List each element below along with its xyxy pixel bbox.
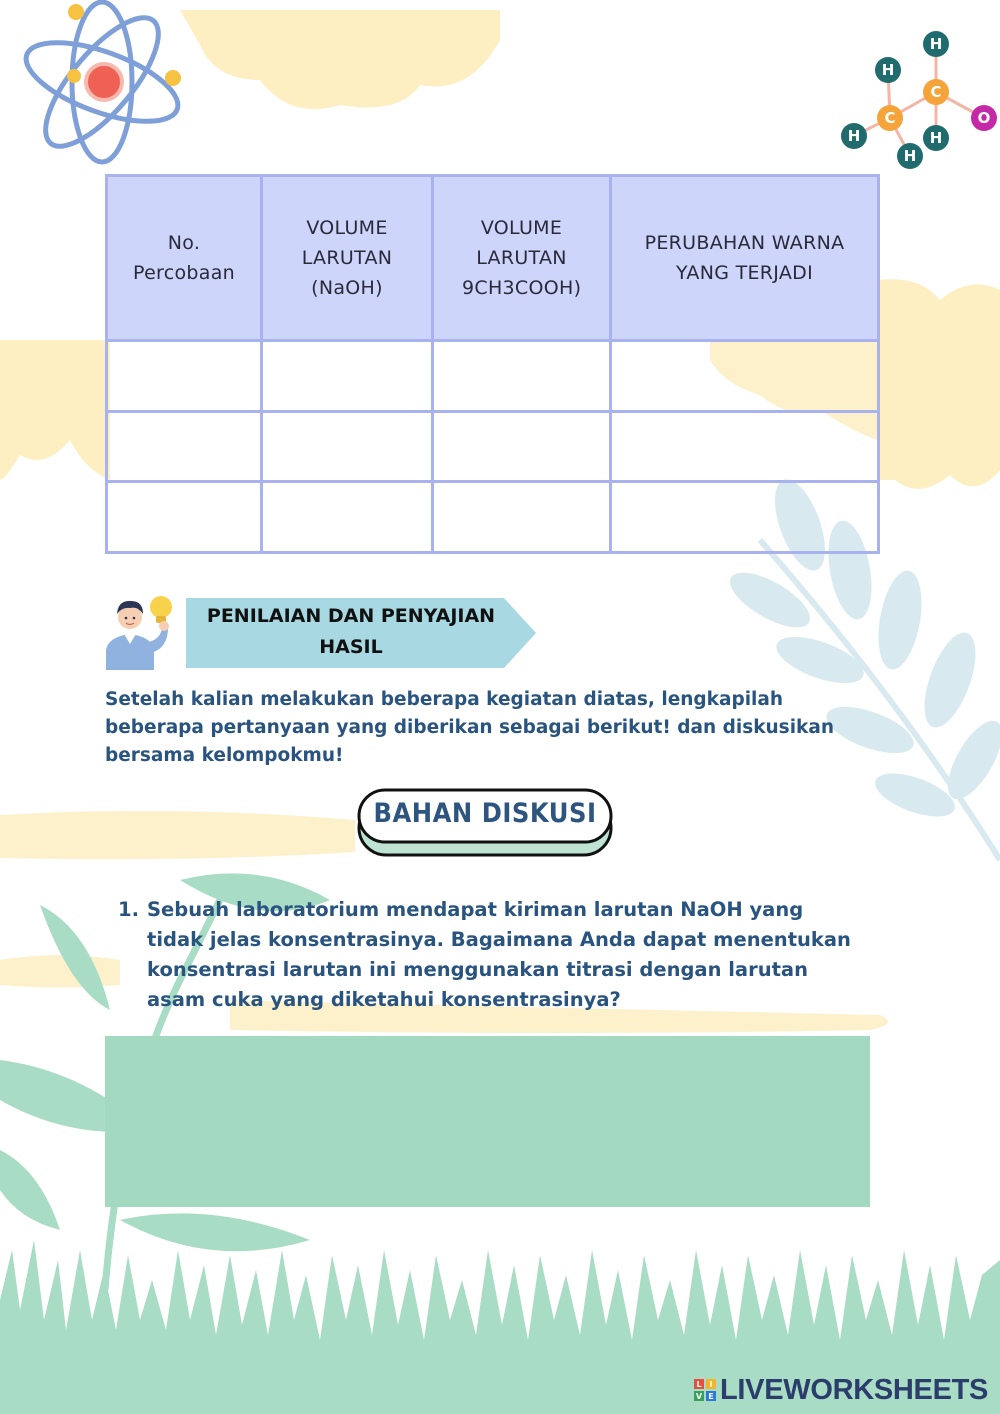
atom-label: H — [847, 127, 861, 145]
table-cell-input[interactable] — [611, 341, 879, 412]
table-header-row — [107, 176, 879, 341]
table-cell-input[interactable] — [433, 411, 611, 482]
intro-paragraph: Setelah kalian melakukan beberapa kegiatan diatas, lengkapilah beberapa pertanyaan yang diberikan sebagai berikut! dan diskusikan bersama kelompokmu! — [105, 689, 834, 766]
atom-icon — [10, 0, 200, 170]
liveworksheets-logo-icon — [694, 1379, 716, 1401]
logo-letter: L — [696, 1380, 702, 1389]
table-cell-input[interactable] — [433, 482, 611, 553]
table-cell-input[interactable] — [107, 341, 262, 412]
logo-letter: E — [708, 1392, 714, 1401]
table-cell-input[interactable] — [107, 411, 262, 482]
table-row — [107, 411, 879, 482]
table-cell-input[interactable] — [107, 482, 262, 553]
table-cell-input[interactable] — [262, 411, 433, 482]
brand-name: LIVEWORKSHEETS — [720, 1373, 989, 1406]
header-perubahan-warna: PERUBAHAN WARNA YANG TERJADI — [611, 176, 879, 341]
atom-label: H — [929, 35, 943, 53]
header-no-percobaan: No. Percobaan — [107, 176, 262, 341]
table-cell-input[interactable] — [611, 482, 879, 553]
question-text: Sebuah laboratorium mendapat kiriman larutan NaOH yang tidak jelas konsentrasinya. Bagaimana Anda dapat menentukan konsentrasi larutan ini menggunakan titrasi dengan larutan asam cuka yang diketahui konsentrasinya? — [147, 898, 851, 1011]
cream-cloud-top — [180, 10, 500, 109]
answer-text-area[interactable] — [105, 1036, 870, 1207]
table-row — [107, 482, 879, 553]
logo-letter: V — [695, 1392, 703, 1401]
molecule-icon — [838, 30, 1000, 175]
atom-label: H — [903, 147, 917, 165]
cream-cloud-left — [0, 340, 110, 480]
table-cell-input[interactable] — [433, 341, 611, 412]
atom-label: C — [884, 109, 896, 127]
table-cell-input[interactable] — [262, 341, 433, 412]
logo-letter: I — [709, 1380, 713, 1389]
header-volume-ch3cooh: VOLUME LARUTAN 9CH3COOH) — [433, 176, 611, 341]
atom-label: H — [929, 129, 943, 147]
table-cell-input[interactable] — [611, 411, 879, 482]
atom-label: H — [881, 61, 895, 79]
observation-table — [105, 174, 880, 554]
liveworksheets-logo — [694, 1374, 988, 1406]
table-cell-input[interactable] — [262, 482, 433, 553]
atom-label: C — [930, 83, 942, 101]
question-number: 1. — [118, 898, 139, 921]
section-title: PENILAIAN DAN PENYAJIAN HASIL — [206, 605, 496, 658]
teacher-avatar-icon — [100, 592, 180, 670]
discussion-label: BAHAN DISKUSI — [373, 797, 597, 829]
atom-label: O — [977, 109, 991, 127]
header-volume-naoh: VOLUME LARUTAN (NaOH) — [262, 176, 433, 341]
table-row — [107, 341, 879, 412]
